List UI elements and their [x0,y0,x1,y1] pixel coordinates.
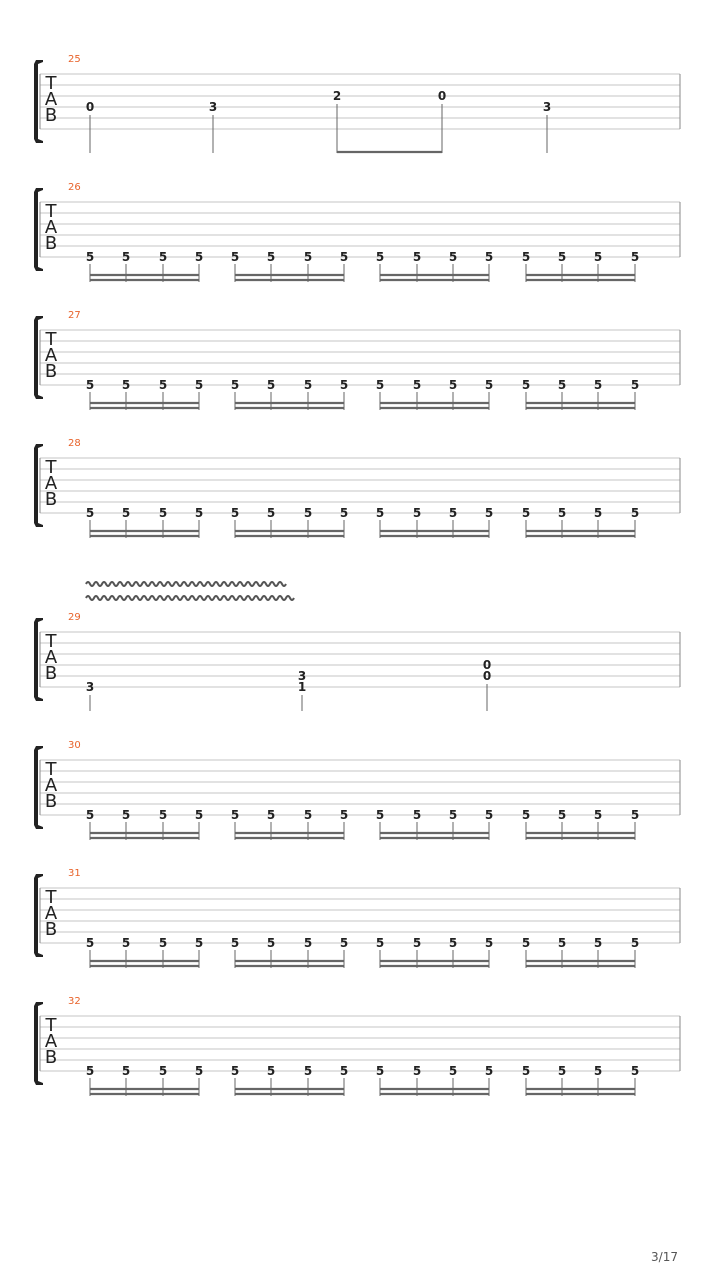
fret-number: 5 [557,808,567,822]
fret-number: 5 [484,250,494,264]
fret-number: 5 [448,936,458,950]
fret-number: 5 [194,506,204,520]
fret-number: 5 [412,1064,422,1078]
fret-number: 5 [375,808,385,822]
fret-number: 5 [85,808,95,822]
tab-clef-letter: T [45,887,57,908]
tab-clef-letter: T [45,329,57,350]
fret-number: 5 [194,250,204,264]
fret-number: 5 [230,378,240,392]
fret-number: 5 [158,378,168,392]
fret-number: 5 [121,506,131,520]
fret-number: 5 [557,936,567,950]
fret-number: 5 [266,250,276,264]
system-brace [34,618,43,701]
fret-number: 5 [230,936,240,950]
fret-number: 5 [230,250,240,264]
fret-number: 5 [121,378,131,392]
fret-number: 5 [230,1064,240,1078]
fret-number: 5 [158,1064,168,1078]
fret-number: 5 [448,378,458,392]
fret-number: 5 [557,250,567,264]
fret-number: 5 [339,808,349,822]
fret-number: 5 [158,506,168,520]
fret-number: 5 [484,506,494,520]
fret-number: 3 [208,100,218,114]
tab-clef-letter: A [44,647,58,668]
tab-clef-letter: B [44,489,58,510]
fret-number: 5 [448,1064,458,1078]
fret-number: 5 [448,250,458,264]
measure-number: 30 [68,740,81,751]
fret-number: 3 [297,669,307,683]
fret-number: 5 [375,936,385,950]
fret-number: 5 [266,936,276,950]
fret-number: 5 [339,506,349,520]
fret-number: 5 [484,378,494,392]
fret-number: 5 [303,378,313,392]
tab-clef-letter: A [44,345,58,366]
fret-number: 5 [85,250,95,264]
fret-number: 5 [375,506,385,520]
fret-number: 5 [557,506,567,520]
fret-number: 5 [158,250,168,264]
fret-number: 0 [85,100,95,114]
fret-number: 5 [412,378,422,392]
fret-number: 2 [332,89,342,103]
measure-number: 28 [68,438,81,449]
fret-number: 5 [266,808,276,822]
measure-number: 32 [68,996,81,1007]
fret-number: 5 [593,808,603,822]
tab-clef-letter: T [45,1015,57,1036]
fret-number: 5 [630,250,640,264]
fret-number: 5 [484,936,494,950]
fret-number: 5 [521,250,531,264]
tab-clef-letter: A [44,1031,58,1052]
tab-clef-letter: T [45,631,57,652]
fret-number: 5 [448,506,458,520]
fret-number: 5 [593,250,603,264]
fret-number: 5 [303,808,313,822]
fret-number: 5 [121,250,131,264]
fret-number: 5 [375,378,385,392]
tab-clef-letter: B [44,105,58,126]
fret-number: 5 [230,506,240,520]
fret-number: 5 [121,936,131,950]
fret-number: 5 [85,1064,95,1078]
tab-clef-letter: A [44,217,58,238]
tab-clef-letter: B [44,919,58,940]
fret-number: 5 [630,378,640,392]
fret-number: 5 [85,936,95,950]
fret-number: 5 [85,506,95,520]
fret-number: 5 [266,506,276,520]
system-brace [34,316,43,399]
fret-number: 5 [303,1064,313,1078]
tab-clef-letter: A [44,89,58,110]
fret-number: 5 [339,1064,349,1078]
tab-clef-letter: T [45,73,57,94]
vibrato-mark [86,596,294,600]
tab-clef-letter: B [44,233,58,254]
fret-number: 0 [437,89,447,103]
vibrato-mark [86,582,286,586]
tab-clef-letter: T [45,759,57,780]
page-number: 3/17 [651,1250,678,1264]
fret-number: 5 [158,808,168,822]
fret-number: 5 [375,1064,385,1078]
fret-number: 5 [521,506,531,520]
fret-number: 5 [303,506,313,520]
fret-number: 5 [593,378,603,392]
system-brace [34,1002,43,1085]
fret-number: 5 [521,808,531,822]
fret-number: 5 [375,250,385,264]
fret-number: 5 [521,378,531,392]
fret-number: 5 [593,1064,603,1078]
fret-number: 5 [630,936,640,950]
measure-number: 27 [68,310,81,321]
fret-number: 5 [630,506,640,520]
fret-number: 5 [85,378,95,392]
measure-number: 29 [68,612,81,623]
tab-clef-letter: B [44,663,58,684]
system-brace [34,746,43,829]
fret-number: 0 [482,658,492,672]
system-brace [34,874,43,957]
fret-number: 5 [484,1064,494,1078]
fret-number: 5 [194,936,204,950]
tab-clef-letter: T [45,457,57,478]
fret-number: 3 [85,680,95,694]
fret-number: 5 [593,506,603,520]
fret-number: 5 [484,808,494,822]
fret-number: 5 [593,936,603,950]
tab-clef-letter: B [44,361,58,382]
fret-number: 5 [266,378,276,392]
fret-number: 5 [194,378,204,392]
measure-number: 26 [68,182,81,193]
fret-number: 5 [412,808,422,822]
fret-number: 5 [194,808,204,822]
fret-number: 5 [557,378,567,392]
fret-number: 5 [303,250,313,264]
tab-clef-letter: A [44,473,58,494]
fret-number: 5 [121,808,131,822]
measure-number: 25 [68,54,81,65]
tab-clef-letter: B [44,1047,58,1068]
fret-number: 5 [557,1064,567,1078]
fret-number: 3 [542,100,552,114]
fret-number: 5 [339,936,349,950]
fret-number: 5 [230,808,240,822]
fret-number: 5 [630,1064,640,1078]
fret-number: 5 [448,808,458,822]
fret-number: 1 [297,680,307,694]
tab-clef-letter: T [45,201,57,222]
fret-number: 5 [303,936,313,950]
fret-number: 5 [412,250,422,264]
system-brace [34,188,43,271]
fret-number: 5 [194,1064,204,1078]
system-brace [34,60,43,143]
system-brace [34,444,43,527]
fret-number: 5 [521,1064,531,1078]
fret-number: 0 [482,669,492,683]
tab-clef-letter: B [44,791,58,812]
fret-number: 5 [121,1064,131,1078]
fret-number: 5 [412,506,422,520]
fret-number: 5 [339,250,349,264]
fret-number: 5 [339,378,349,392]
fret-number: 5 [630,808,640,822]
tab-clef-letter: A [44,775,58,796]
fret-number: 5 [521,936,531,950]
fret-number: 5 [266,1064,276,1078]
fret-number: 5 [412,936,422,950]
fret-number: 5 [158,936,168,950]
measure-number: 31 [68,868,81,879]
tab-clef-letter: A [44,903,58,924]
